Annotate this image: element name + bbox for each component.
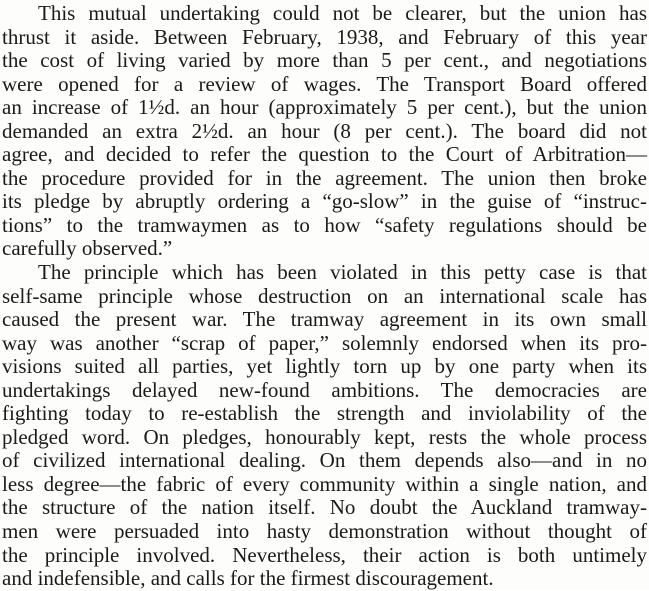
- text-line: the structure of the nation itself. No doubt the Auckland tramway-: [2, 495, 647, 520]
- text-line: way was another “scrap of paper,” solemnly endorsed when its pro-: [2, 330, 647, 355]
- text-line: fighting today to re-establish the strength and inviolability of the: [2, 401, 647, 426]
- text-line: were opened for a review of wages. The Transport Board offered: [2, 71, 647, 96]
- text-line: the cost of living varied by more than 5 per cent., and negotiations: [2, 48, 647, 73]
- text-line: visions suited all parties, yet lightly torn up by one party when its: [2, 354, 647, 379]
- paragraph-2: [2, 261, 647, 591]
- text-line: the principle involved. Nevertheless, their action is both untimely: [2, 542, 647, 567]
- text-line: thrust it aside. Between February, 1938, and February of this year: [2, 24, 647, 49]
- paragraph-1: [2, 2, 647, 261]
- text-line: undertakings delayed new-found ambitions. The democracies are: [2, 377, 647, 402]
- text-line: of civilized international dealing. On them depends also—and in no: [2, 448, 647, 473]
- text-line: the procedure provided for in the agreement. The union then broke: [2, 165, 647, 190]
- text-line: The principle which has been violated in this petty case is that: [38, 260, 647, 285]
- text-line: an increase of 1½d. an hour (approximately 5 per cent.), but the union: [2, 95, 647, 120]
- article-body: [2, 2, 647, 591]
- text-line: men were persuaded into hasty demonstration without thought of: [2, 519, 647, 544]
- text-line: demanded an extra 2½d. an hour (8 per cent.). The board did not: [2, 118, 647, 143]
- text-line: This mutual undertaking could not be clearer, but the union has: [38, 1, 647, 25]
- text-line: tions” to the tramwaymen as to how “safety regulations should be: [2, 212, 647, 237]
- text-line: less degree—the fabric of every community within a single nation, and: [2, 471, 647, 496]
- text-line: its pledge by abruptly ordering a “go-slow” in the guise of “instruc-: [2, 189, 647, 214]
- text-line: carefully observed.”: [2, 236, 173, 261]
- text-line: and indefensible, and calls for the firmest discouragement.: [2, 566, 494, 591]
- text-line: self-same principle whose destruction on an international scale has: [2, 283, 647, 308]
- text-line: agree, and decided to refer the question to the Court of Arbitration—: [2, 142, 647, 167]
- text-line: caused the present war. The tramway agreement in its own small: [2, 307, 647, 332]
- text-line: pledged word. On pledges, honourably kept, rests the whole process: [2, 424, 647, 449]
